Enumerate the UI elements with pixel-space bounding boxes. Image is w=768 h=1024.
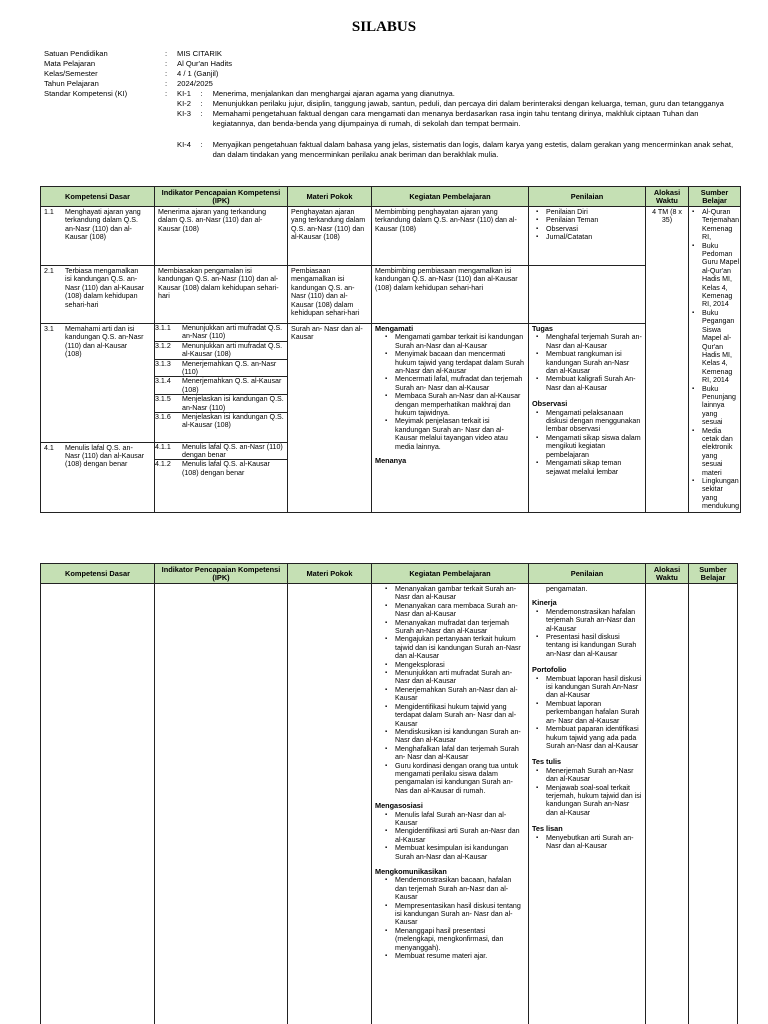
header-kegiatan: Kegiatan Pembelajaran — [372, 564, 529, 584]
list-item: ▪ Mempresentasikan hasil diskusi tentang isi kandungan Surah an- Nasr dan al-Kausar — [395, 902, 525, 927]
meta-value: Al Qur'an Hadits — [177, 59, 233, 68]
ipk-text: Menerjemahkan Q.S. al-Kausar (108) — [182, 377, 282, 394]
meta-colon: : — [165, 89, 168, 98]
meta-colon: : — [165, 49, 168, 58]
ki-item — [177, 89, 737, 99]
penilaian-cell — [529, 207, 646, 266]
ki-text: Memahami pengetahuan faktual dengan cara mengamati dan menanya berdasarkan rasa ingin tahu tentang dirinya, makhluk ciptaan Tuhan dan kegiatannya, dan benda-benda yang dijumpainya di rumah, di sekolah dan tempat bermain. — [212, 109, 699, 128]
list-item: ▪ Membaca Surah an-Nasr dan al-Kausar dengan memperhatikan makhraj dan hukum tajwidnya. — [395, 392, 525, 417]
ki-item — [177, 140, 737, 160]
list-item: ▪ Membuat laporan hasil diskusi isi kandungan Surah An-Nasr dan al-Kausar — [546, 675, 642, 700]
kd-text: Memahami arti dan isi kandungan Q.S. an-Nasr (110) dan al-Kausar (108) — [65, 325, 144, 359]
list-item: ▪ Mengeksplorasi — [395, 661, 525, 669]
meta-label: Satuan Pendidikan — [44, 49, 108, 58]
penilaian-list — [532, 767, 642, 817]
ipk-number: 3.1.5 — [155, 395, 171, 404]
section-heading: Menanya — [375, 456, 407, 466]
kegiatan-list — [375, 585, 525, 795]
kegiatan-list — [375, 876, 525, 960]
ki-code: KI-1 — [177, 89, 191, 98]
list-item: ▪ Jurnal/Catatan — [546, 233, 642, 241]
ki-code: KI-3 — [177, 109, 191, 118]
meta-row — [44, 59, 737, 69]
materi-cell: Surah an- Nasr dan al-Kausar — [288, 324, 372, 513]
materi-cell — [288, 584, 372, 1024]
ki-colon: : — [200, 99, 203, 108]
ipk-text: Menulis lafal Q.S. an-Nasr (110) dengan benar — [182, 442, 283, 460]
ki-colon: : — [200, 109, 203, 118]
list-item: ▪ Menghafalkan lafal dan terjemah Surah an- Nasr dan al-Kausar — [395, 745, 525, 762]
header-ipk: Indikator Pencapaian Kompetensi (IPK) — [155, 564, 288, 584]
kd-number: 1.1 — [44, 208, 54, 216]
list-item: ▪ Penilaian Diri — [546, 208, 642, 216]
penilaian-continuation: pengamatan. — [546, 585, 588, 593]
list-item: ▪ Membuat kesimpulan isi kandungan Surah an-Nasr dan al-Kausar — [395, 844, 525, 861]
sumber-cell — [689, 207, 741, 513]
list-item: ▪ Mengidentifikasi arti Surah an-Nasr dan al-Kausar — [395, 827, 525, 844]
list-item: ▪ Mengamati gambar terkait isi kandungan Surah an-Nasr dan al-Kausar — [395, 333, 525, 350]
list-item: ▪ Mendemonstrasikan hafalan terjemah Surah an-Nasr dan al-Kausar — [546, 608, 642, 633]
section-heading: Kinerja — [532, 598, 557, 608]
list-item: ▪ Mengidentifikasi hukum tajwid yang terdapat dalam Surah an- Nasr dan al-Kausar — [395, 703, 525, 728]
table-row — [41, 324, 741, 443]
list-item: ▪ Al-Quran Terjemahan Kemenag RI, — [702, 208, 739, 242]
materi-cell: Penghayatan ajaran yang terkandung dalam Q.S. an-Nasr (110) dan al-Kausar (108) — [288, 207, 372, 266]
list-item: ▪ Menyebutkan arti Surah an-Nasr dan al-Kausar — [546, 834, 642, 851]
ipk-number: 3.1.4 — [155, 377, 171, 386]
meta-row — [44, 89, 737, 160]
meta-label: Tahun Pelajaran — [44, 79, 99, 88]
list-item: ▪ Media cetak dan elektronik yang sesuai materi — [702, 427, 739, 477]
table-header-row — [41, 187, 741, 207]
kegiatan-list — [375, 333, 525, 451]
kd-text: Menulis lafal Q.S. an-Nasr (110) dan al-Kausar (108) dengan benar — [65, 443, 145, 469]
kegiatan-cell — [372, 584, 529, 1024]
table-row — [41, 207, 741, 266]
section-heading: Portofolio — [532, 665, 567, 675]
penilaian-list — [532, 834, 642, 851]
meta-row — [44, 69, 737, 79]
list-item: ▪ Presentasi hasil diskusi tentang isi kandungan Surah an-Nasr dan al-Kausar — [546, 633, 642, 658]
ki-code: KI-2 — [177, 99, 191, 108]
section-heading: Mengamati — [375, 324, 414, 333]
kd-cell — [41, 266, 155, 324]
header-materi: Materi Pokok — [288, 564, 372, 584]
penilaian-cell — [529, 266, 646, 324]
header-alokasi: Alokasi Waktu — [646, 187, 689, 207]
alokasi-cell — [646, 584, 689, 1024]
syllabus-table-2 — [40, 563, 738, 1024]
ipk-row — [155, 459, 287, 477]
section-heading: Observasi — [532, 399, 568, 409]
ki-text: Menunjukkan perilaku jujur, disiplin, tanggung jawab, santun, peduli, dan percaya diri dalam berinteraksi dengan keluarga, teman, guru dan tetangganya — [212, 99, 724, 108]
ipk-cell: Membiasakan pengamalan isi kandungan Q.S. an-Nasr (110) dan al-Kausar (108) dalam kehidupan sehari-hari — [155, 266, 288, 324]
list-item: ▪ Menyimak bacaan dan mencermati hukum tajwid yang terdapat dalam Surah an-Nasr dan al-Kausar — [395, 350, 525, 375]
header-kd: Kompetensi Dasar — [41, 187, 155, 207]
ipk-text: Menerjemahkan Q.S. an-Nasr (110) — [182, 359, 277, 377]
list-item: ▪ Mendemonstrasikan bacaan, hafalan dan terjemah Surah an-Nasr dan al-Kausar — [395, 876, 525, 901]
meta-label: Mata Pelajaran — [44, 59, 96, 68]
table-header-row — [41, 564, 738, 584]
penilaian-cell — [529, 584, 646, 1024]
list-item: ▪ Lingkungan sekitar yang mendukung — [702, 477, 739, 511]
kd-cell — [41, 207, 155, 266]
list-item: ▪ Observasi — [546, 225, 642, 233]
list-item: ▪ Mengajukan pertanyaan terkait hukum tajwid dan isi kandungan Surah an-Nasr dan al-Kausar — [395, 635, 525, 660]
ipk-text: Menunjukkan arti mufradat Q.S. an-Nasr (110) — [182, 324, 283, 341]
list-item: ▪ Menunjukkan arti mufradat Surah an-Nasr dan al-Kausar — [395, 669, 525, 686]
list-item: ▪ Menulis lafal Surah an-Nasr dan al-Kausar — [395, 811, 525, 828]
meta-value: MIS CITARIK — [177, 49, 223, 58]
list-item: ▪ Menanggapi hasil presentasi (melengkapi, mengkonfirmasi, dan menyanggah). — [395, 927, 525, 952]
header-kegiatan: Kegiatan Pembelajaran — [372, 187, 529, 207]
ipk-number: 4.1.2 — [155, 460, 171, 469]
section-heading: Mengkomunikasikan — [375, 867, 447, 876]
header-sumber: Sumber Belajar — [689, 187, 741, 207]
header-penilaian: Penilaian — [529, 564, 646, 584]
sumber-cell — [689, 584, 738, 1024]
ipk-number: 3.1.2 — [155, 341, 171, 350]
list-item: ▪ Guru kordinasi dengan orang tua untuk mengamati perilaku siswa dalam pengamalan isi kandungan Surah an-Nas dan al-Kausar di rumah. — [395, 762, 525, 796]
kegiatan-cell: Membimbing pembiasaan mengamalkan isi kandungan Q.S. an-Nasr (110) dan al-Kausar (108) dalam kehidupan sehari-hari — [372, 266, 529, 324]
kd-text: Terbiasa mengamalkan isi kandungan Q.S. an-Nasr (110) dan al-Kausar (108) dalam kehidupan sehari-hari — [65, 267, 145, 309]
identity-block — [44, 49, 737, 160]
list-item: ▪ Menanyakan gambar terkait Surah an-Nasr dan al-Kausar — [395, 585, 525, 602]
list-item: ▪ Buku Penunjang lainnya yang sesuai — [702, 385, 739, 427]
alokasi-cell: 4 TM (8 x 35) — [646, 207, 689, 513]
list-item: ▪ Mengamati sikap siswa dalam mengikuti kegiatan pembelajaran — [546, 434, 642, 459]
kegiatan-cell — [372, 324, 529, 513]
meta-colon: : — [165, 69, 168, 78]
ipk-number: 3.1.3 — [155, 359, 171, 368]
kd-cell — [41, 324, 155, 443]
list-item: ▪ Mendiskusikan isi kandungan Surah an-Nasr dan al-Kausar — [395, 728, 525, 745]
penilaian-list — [532, 675, 642, 751]
ipk-number: 3.1.1 — [155, 324, 171, 332]
meta-colon: : — [165, 79, 168, 88]
ki-code: KI-4 — [177, 140, 191, 149]
table-row — [41, 584, 738, 1024]
list-item: ▪ Menghafal terjemah Surah an- Nasr dan al-Kausar — [546, 333, 642, 350]
ipk-row — [155, 412, 287, 430]
list-item: ▪ Menjawab soal-soal terkait terjemah, hukum tajwid dan isi kandungan Surah an-Nasr dan al-Kausar — [546, 784, 642, 818]
list-item: ▪ Menanyakan cara membaca Surah an-Nasr dan al-Kausar — [395, 602, 525, 619]
ipk-row — [155, 324, 287, 341]
header-materi: Materi Pokok — [288, 187, 372, 207]
penilaian-list — [532, 409, 642, 476]
penilaian-list — [532, 208, 642, 242]
ki-text: Menyajikan pengetahuan faktual dalam bahasa yang jelas, sistematis dan logis, dalam karya yang estetis, dalam gerakan yang mencerminkan anak sehat, dan dalam tindakan yang mencerminkan perilaku anak beriman dan berakhlak mulia. — [212, 140, 734, 159]
sumber-list — [690, 208, 739, 511]
table-row — [41, 266, 741, 324]
section-heading: Tes lisan — [532, 824, 563, 834]
kd-number: 4.1 — [44, 443, 54, 452]
document-title: SILABUS — [351, 19, 417, 35]
meta-label: Kelas/Semester — [44, 69, 98, 78]
list-item: ▪ Membuat resume materi ajar. — [395, 952, 525, 960]
ki-list — [177, 89, 737, 160]
kegiatan-list — [375, 811, 525, 861]
ipk-cell — [155, 324, 288, 443]
ipk-row — [155, 443, 287, 460]
penilaian-cell — [529, 324, 646, 513]
ki-item — [177, 99, 737, 109]
list-item: ▪ Mengamati pelaksanaan diskusi dengan menggunakan lembar observasi — [546, 409, 642, 434]
header-kd: Kompetensi Dasar — [41, 564, 155, 584]
penilaian-list — [532, 608, 642, 658]
list-item: ▪ Menanyakan mufradat dan terjemah Surah an-Nasr dan al-Kausar — [395, 619, 525, 636]
meta-row — [44, 49, 737, 59]
ipk-cell: Menerima ajaran yang terkandung dalam Q.S. an-Nasr (110) dan al-Kausar (108) — [155, 207, 288, 266]
ipk-number: 4.1.1 — [155, 442, 171, 451]
ipk-text: Menunjukkan arti mufradat Q.S. al-Kausar (108) — [182, 341, 283, 359]
ipk-text: Menulis lafal Q.S. al-Kausar (108) dengan benar — [182, 460, 270, 477]
section-heading: Tes tulis — [532, 757, 562, 767]
ki-text: Menerima, menjalankan dan menghargai ajaran agama yang dianutnya. — [212, 89, 455, 98]
ipk-text: Menjelaskan isi kandungan Q.S. al-Kausar (108) — [182, 413, 284, 430]
section-heading: Mengasosiasi — [375, 801, 423, 811]
list-item: ▪ Membuat laporan perkembangan hafalan Surah an- Nasr dan al-Kausar — [546, 700, 642, 725]
meta-colon: : — [165, 59, 168, 68]
header-penilaian: Penilaian — [529, 187, 646, 207]
header-sumber: Sumber Belajar — [689, 564, 738, 584]
ipk-row — [155, 376, 287, 394]
ipk-cell — [155, 584, 288, 1024]
kd-number: 3.1 — [44, 325, 54, 333]
kd-text: Menghayati ajaran yang terkandung dalam Q.S. an-Nasr (110) dan al-Kausar (108) — [65, 208, 141, 242]
ki-item — [177, 109, 737, 129]
list-item: ▪ Mengamati sikap teman sejawat melalui lembar — [546, 459, 642, 476]
kd-cell — [41, 442, 155, 512]
penilaian-list — [532, 333, 642, 392]
ipk-text: Menjelaskan isi kandungan Q.S. an-Nasr (110) — [182, 395, 284, 412]
ipk-row — [155, 394, 287, 412]
kegiatan-cell: Membimbing penghayatan ajaran yang terkandung dalam Q.S. an-Nasr (110) dan al-Kausar (108) — [372, 207, 529, 266]
list-item: ▪ Menerjemah Surah an-Nasr dan al-Kausar — [546, 767, 642, 784]
list-item: ▪ Buku Pegangan Siswa Mapel al-Qur'an Hadis MI, Kelas 4, Kemenag RI, 2014 — [702, 309, 739, 385]
list-item: ▪ Buku Pedoman Guru Mapel al-Qur'an Hadis MI, Kelas 4, Kemenag RI, 2014 — [702, 242, 739, 309]
ki-colon: : — [200, 89, 203, 98]
list-item: ▪ Mencermati lafal, mufradat dan terjemah Surah an- Nasr dan al-Kausar — [395, 375, 525, 392]
header-ipk: Indikator Pencapaian Kompetensi (IPK) — [155, 187, 288, 207]
meta-label: Standar Kompetensi (KI) — [44, 89, 128, 98]
ipk-cell — [155, 442, 288, 512]
ipk-row — [155, 341, 287, 359]
list-item: ▪ Membuat kaligrafi Surah An-Nasr dan al-Kausar — [546, 375, 642, 392]
ipk-number: 3.1.6 — [155, 413, 171, 422]
list-item: ▪ Penilaian Teman — [546, 216, 642, 224]
header-alokasi: Alokasi Waktu — [646, 564, 689, 584]
ipk-row — [155, 359, 287, 377]
materi-cell: Pembiasaan mengamalkan isi kandungan Q.S. an-Nasr (110) dan al-Kausar (108) dalam kehidupan sehari-hari — [288, 266, 372, 324]
list-item: ▪ Membuat paparan identifikasi hukum tajwid yang ada pada Surah an-Nasr dan al-Kausar — [546, 725, 642, 750]
list-item: ▪ Menerjemahkan Surah an-Nasr dan al-Kausar — [395, 686, 525, 703]
meta-value: 4 / 1 (Ganjil) — [177, 69, 219, 78]
section-heading: Tugas — [532, 324, 553, 333]
meta-value: 2024/2025 — [177, 79, 213, 88]
kd-number: 2.1 — [44, 267, 54, 275]
kd-cell — [41, 584, 155, 1024]
ki-colon: : — [200, 140, 203, 149]
list-item: ▪ Meyimak penjelasan terkait isi kandungan Surah an- Nasr dan al-Kausar melalui tayangan video atau media lainnya. — [395, 417, 525, 451]
meta-row — [44, 79, 737, 89]
syllabus-table-1 — [40, 186, 741, 513]
list-item: ▪ Membuat rangkuman isi kandungan Surah an-Nasr dan al-Kausar — [546, 350, 642, 375]
